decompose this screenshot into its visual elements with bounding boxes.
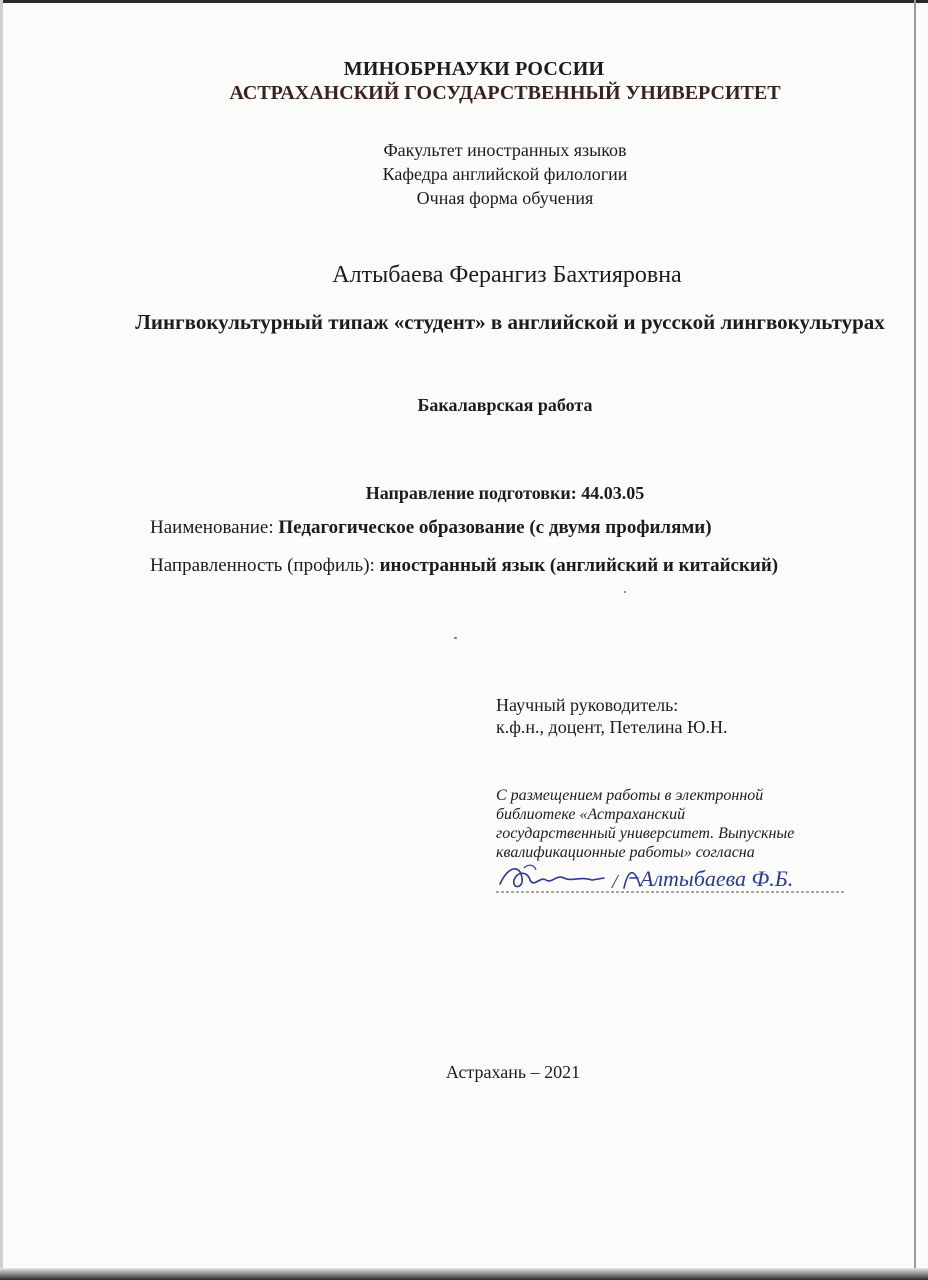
program-profile-row [150,555,778,577]
supervisor-block [496,694,728,738]
consent-statement [496,786,876,862]
signature-name: Алтыбаева Ф.Б. [640,866,794,891]
scan-speck [624,591,626,593]
supervisor-name: к.ф.н., доцент, Петелина Ю.Н. [496,717,728,737]
faculty-name: Факультет иностранных языков [383,140,627,160]
supervisor-label: Научный руководитель: [496,695,679,715]
program-profile-label: Направленность (профиль): [150,555,380,576]
consent-line: С размещением работы в электронной [496,787,764,804]
department-name: Кафедра английской филологии [382,164,628,184]
scan-edge-top [0,0,928,3]
scan-edge-bottom [0,1268,928,1280]
signature-separator: / [612,871,618,893]
thesis-title: Лингвокультурный типаж «студент» в английской и русской лингвокультурах [135,310,885,334]
university-heading: АСТРАХАНСКИЙ ГОСУДАРСТВЕННЫЙ УНИВЕРСИТЕТ [229,82,781,104]
scan-speck [454,637,457,639]
city-year: Астрахань – 2021 [445,1062,581,1082]
program-profile-value: иностранный язык (английский и китайский) [379,555,779,576]
consent-line: квалификационные работы» согласна [496,844,755,861]
study-direction: Направление подготовки: 44.03.05 [365,483,645,503]
handwritten-signature [494,858,854,898]
program-name-label: Наименование: [150,517,279,538]
program-name-value: Педагогическое образование (с двумя профилями) [278,517,712,538]
author-name: Алтыбаева Ферангиз Бахтияровна [332,262,682,288]
program-name-row [150,517,712,539]
study-form: Очная форма обучения [416,188,594,208]
work-type: Бакалаврская работа [417,395,593,415]
faculty-block [0,138,928,210]
ministry-heading: МИНОБРНАУКИ РОССИИ [343,58,605,80]
consent-line: библиотеке «Астраханский [496,806,686,823]
consent-line: государственный университет. Выпускные [496,825,795,842]
